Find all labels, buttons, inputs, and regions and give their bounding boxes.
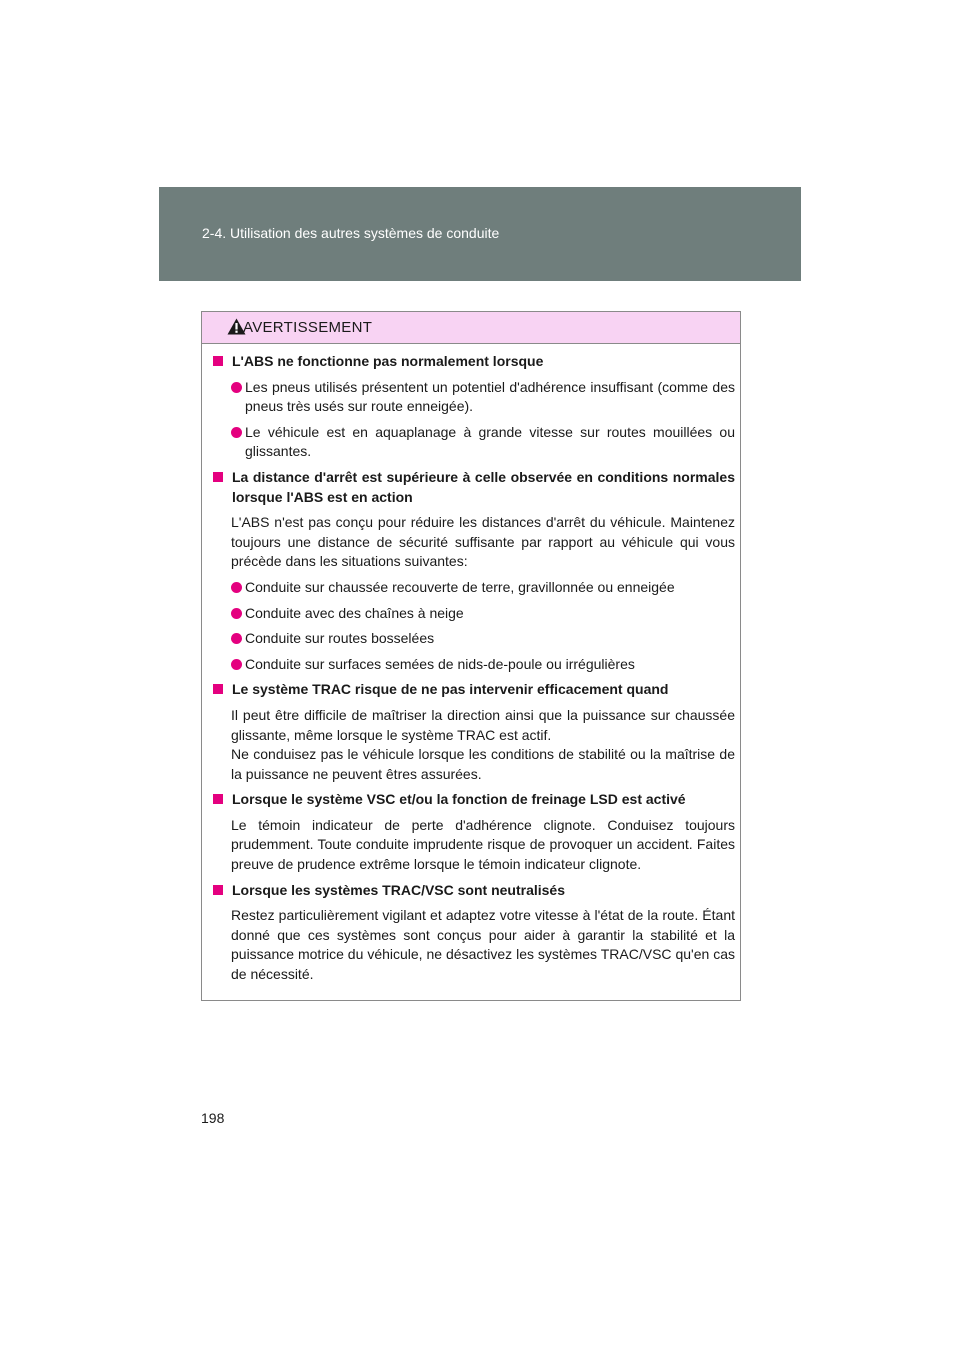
section-heading: L'ABS ne fonctionne pas normalement lorsque <box>212 352 735 372</box>
circle-bullet-icon <box>231 608 242 619</box>
square-bullet-icon <box>213 885 223 895</box>
section-heading: La distance d'arrêt est supérieure à celle observée en conditions normales lorsque l'ABS est en action <box>212 468 735 507</box>
list-item: Les pneus utilisés présentent un potentiel d'adhérence insuffisant (comme des pneus très usés sur route enneigée). <box>212 378 735 417</box>
square-bullet-icon <box>213 794 223 804</box>
list-item: Conduite avec des chaînes à neige <box>212 604 735 624</box>
warning-box <box>201 311 741 1001</box>
paragraph <box>212 706 735 784</box>
paragraph-line: Il peut être difficile de maîtriser la direction ainsi que la puissance sur chaussée glissante, même lorsque le système TRAC est actif. <box>231 706 735 743</box>
warning-content <box>212 352 735 991</box>
section-heading: Le système TRAC risque de ne pas intervenir efficacement quand <box>212 680 735 700</box>
circle-bullet-icon <box>231 382 242 393</box>
warning-header <box>202 312 740 344</box>
circle-bullet-icon <box>231 659 242 670</box>
section-heading: Lorsque les systèmes TRAC/VSC sont neutralisés <box>212 881 735 901</box>
section-header-band <box>159 187 801 281</box>
section-heading: Lorsque le système VSC et/ou la fonction de freinage LSD est activé <box>212 790 735 810</box>
list-item: Conduite sur chaussée recouverte de terre, gravillonnée ou enneigée <box>212 578 735 598</box>
list-item: Conduite sur surfaces semées de nids-de-poule ou irrégulières <box>212 655 735 675</box>
circle-bullet-icon <box>231 427 242 438</box>
page-number: 198 <box>201 1110 225 1126</box>
list-item: Le véhicule est en aquaplanage à grande vitesse sur routes mouillées ou glissantes. <box>212 423 735 462</box>
square-bullet-icon <box>213 356 223 366</box>
warning-title: AVERTISSEMENT <box>243 319 373 336</box>
paragraph: Restez particulièrement vigilant et adaptez votre vitesse à l'état de la route. Étant donné que ces systèmes sont conçus pour aider à garantir la stabilité et la puissance motrice du véhicule, ne désactivez les systèmes TRAC/VSC qu'en cas de nécessité. <box>231 907 735 983</box>
circle-bullet-icon <box>231 633 242 644</box>
paragraph: Le témoin indicateur de perte d'adhérence clignote. Conduisez toujours prudemment. Toute conduite imprudente risque de provoquer un accident. Faites preuve de prudence extrême lorsque le témoin indicateur clignote. <box>231 816 735 873</box>
square-bullet-icon <box>213 472 223 482</box>
section-title: 2-4. Utilisation des autres systèmes de conduite <box>202 225 500 241</box>
paragraph: L'ABS n'est pas conçu pour réduire les distances d'arrêt du véhicule. Maintenez toujours une distance de sécurité suffisante par rapport au véhicule qui vous précède dans les situations suivantes: <box>231 514 735 570</box>
paragraph-line: Ne conduisez pas le véhicule lorsque les conditions de stabilité ou la maîtrise de la puissance ne peuvent êtres assurées. <box>231 746 735 782</box>
list-item: Conduite sur routes bosselées <box>212 629 735 649</box>
circle-bullet-icon <box>231 582 242 593</box>
square-bullet-icon <box>213 684 223 694</box>
